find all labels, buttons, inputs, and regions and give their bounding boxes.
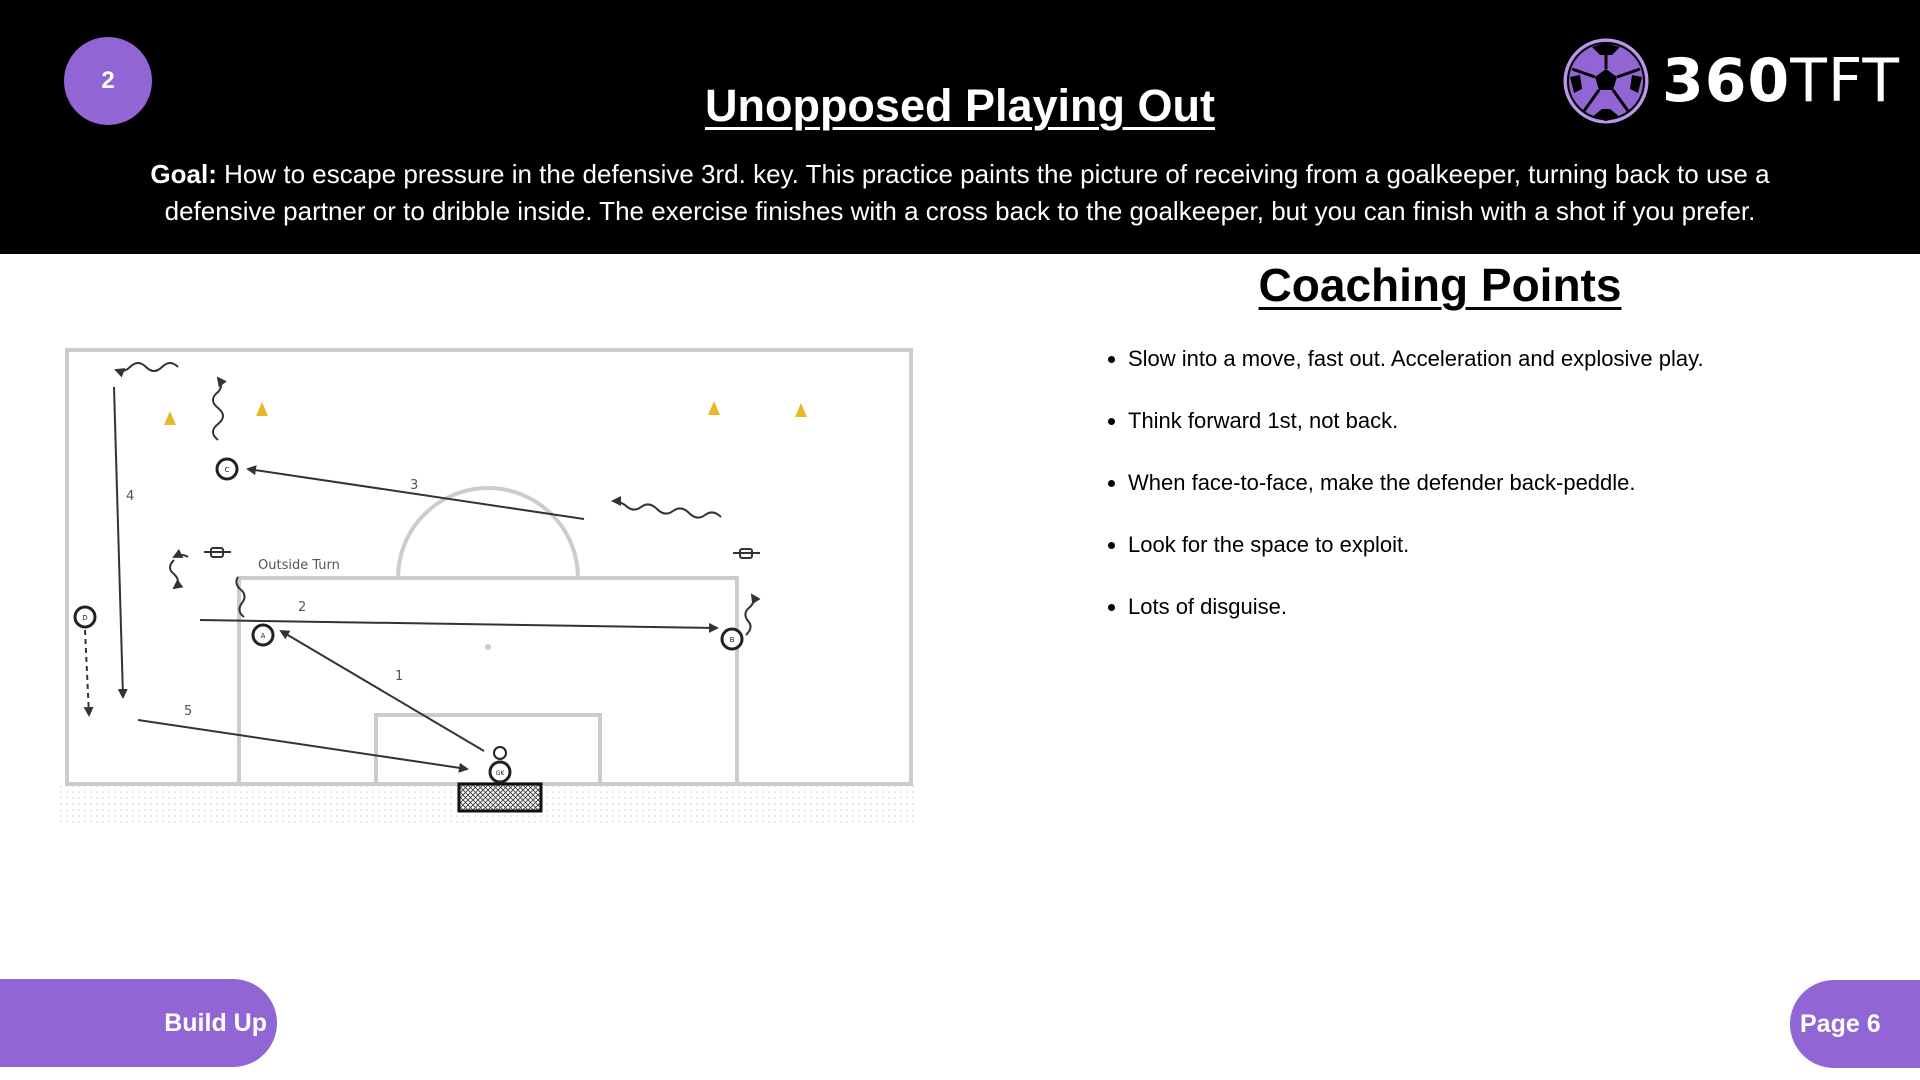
soccer-ball-icon (1562, 37, 1650, 125)
turn-arrow-left-2 (174, 555, 188, 557)
player-c-label: C (224, 466, 230, 474)
penalty-box (239, 578, 737, 784)
cone (708, 401, 720, 415)
mannequins (204, 548, 760, 558)
ball (494, 747, 506, 759)
step-label-3: 3 (410, 478, 419, 493)
brand-logo (1562, 37, 1900, 125)
penalty-arc (398, 488, 578, 578)
player-b-label: B (729, 636, 735, 644)
penalty-spot (485, 644, 491, 650)
run-arrow-4 (114, 387, 123, 697)
dribble-arrow-b (613, 501, 721, 518)
pass-arrow-2 (200, 620, 717, 628)
coaching-point: Think forward 1st, not back. (1102, 406, 1862, 436)
pitch-outline (67, 350, 911, 784)
cone (795, 403, 807, 417)
run-arrow-d (85, 630, 89, 715)
cone (164, 411, 176, 425)
six-yard-box (376, 715, 600, 784)
turn-arrow-left (170, 560, 178, 588)
dribble-arrow-c (213, 378, 223, 440)
section-tab (0, 979, 277, 1067)
pass-arrow-1 (281, 631, 484, 751)
step-label-5: 5 (184, 704, 193, 719)
pass-arrow-3 (248, 469, 584, 519)
coaching-point: Lots of disguise. (1102, 592, 1862, 622)
coaching-point: Look for the space to exploit. (1102, 530, 1862, 560)
goal-description (100, 156, 1820, 230)
cone (256, 402, 268, 416)
page-number: Page 6 (1800, 1009, 1881, 1038)
drill-diagram (58, 345, 918, 825)
player-d-label: D (82, 614, 88, 622)
dribble-arrow-right (745, 595, 753, 635)
session-number: 2 (101, 67, 115, 94)
dribble-arrow-top (116, 363, 178, 371)
player-a-label: A (260, 632, 266, 640)
outside-turn-label: Outside Turn (258, 558, 340, 573)
player-gk-label: GK (495, 770, 505, 777)
page-number-tab (1790, 980, 1920, 1068)
brand-name: 360TFT (1662, 46, 1901, 116)
goal-text: How to escape pressure in the defensive 3rd. key. This practice paints the picture of receiving from a goalkeeper, turning back to use a defensive partner or to dribble inside. The exercise finishes with a cross back to the goalkeeper, but you can finish with a shot if you prefer. (164, 159, 1770, 226)
step-label-1: 1 (395, 669, 404, 684)
goal-label: Goal: (150, 159, 217, 189)
coaching-points-title: Coaching Points (1258, 259, 1622, 311)
coaching-point: When face-to-face, make the defender back-peddle. (1102, 468, 1862, 498)
goal-net (459, 784, 541, 811)
step-label-2: 2 (298, 600, 307, 615)
cones (164, 401, 807, 425)
page-title: Unopposed Playing Out (704, 80, 1215, 131)
step-label-4: 4 (126, 489, 135, 504)
section-label: Build Up (164, 1008, 267, 1037)
header-banner (0, 0, 1920, 254)
coaching-points-list (1102, 344, 1862, 654)
coaching-point: Slow into a move, fast out. Acceleration and explosive play. (1102, 344, 1862, 374)
cross-arrow-5 (138, 720, 467, 769)
